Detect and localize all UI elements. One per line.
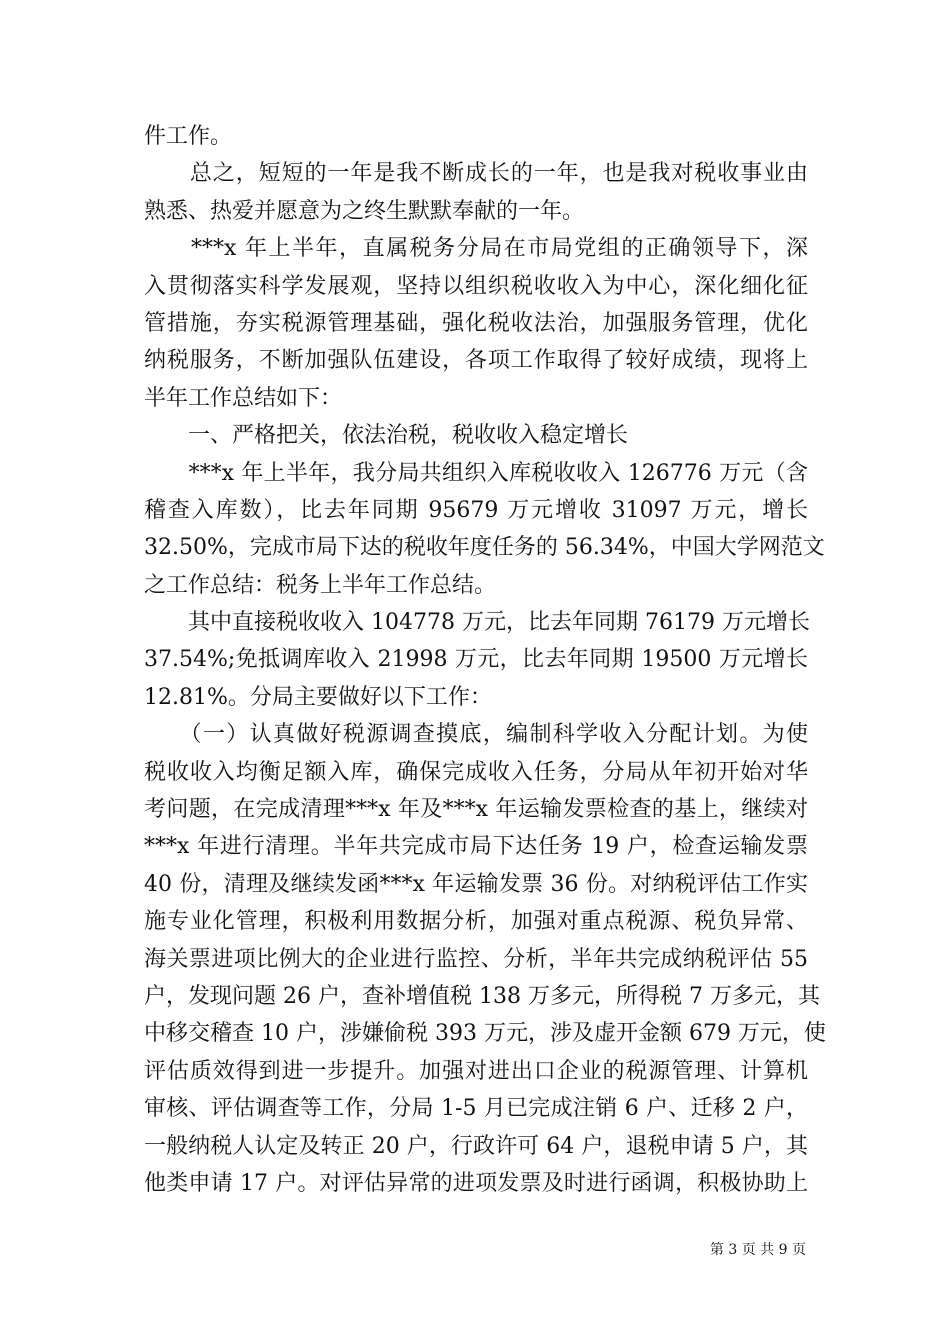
text-line: 总之，短短的一年是我不断成长的一年，也是我对税收事业由 bbox=[144, 161, 808, 187]
text-line: 半年工作总结如下： bbox=[144, 385, 343, 411]
text-line: ***x 年进行清理。半年共完成市局下达任务 19 户，检查运输发票 bbox=[144, 834, 808, 860]
text-line: 纳税服务，不断加强队伍建设，各项工作取得了较好成绩，现将上 bbox=[144, 348, 808, 374]
text-line: 考问题，在完成清理***x 年及***x 年运输发票检查的基上，继续对 bbox=[144, 797, 808, 823]
text-line: 之工作总结：税务上半年工作总结。 bbox=[144, 572, 497, 598]
text-line: 他类申请 17 户。对评估异常的进项发票及时进行函调，积极协助上 bbox=[144, 1170, 808, 1196]
document-body bbox=[144, 118, 826, 1202]
text-line: 12.81%。分局主要做好以下工作： bbox=[144, 684, 492, 710]
text-line: 其中直接税收收入 104778 万元，比去年同期 76179 万元增长 bbox=[144, 610, 810, 636]
text-line: 户，发现问题 26 户，查补增值税 138 万多元，所得税 7 万多元，其 bbox=[144, 983, 820, 1009]
text-line: 评估质效得到进一步提升。加强对进出口企业的税源管理、计算机 bbox=[144, 1058, 808, 1084]
text-line: 40 份，清理及继续发函***x 年运输发票 36 份。对纳税评估工作实 bbox=[144, 871, 808, 897]
text-line: ***x 年上半年，直属税务分局在市局党组的正确领导下，深 bbox=[144, 236, 808, 262]
text-line: 中移交稽查 10 户，涉嫌偷税 393 万元，涉及虚开金额 679 万元，使 bbox=[144, 1021, 826, 1047]
text-line: 37.54%;免抵调库收入 21998 万元，比去年同期 19500 万元增长 bbox=[144, 647, 808, 673]
text-line: ***x 年上半年，我分局共组织入库税收收入 126776 万元（含 bbox=[144, 460, 808, 486]
page-number: 第 3 页 共 9 页 bbox=[709, 1242, 806, 1258]
text-line: 税收收入均衡足额入库，确保完成收入任务，分局从年初开始对华 bbox=[144, 759, 808, 785]
text-line: 稽查入库数），比去年同期 95679 万元增收 31097 万元，增长 bbox=[144, 497, 808, 523]
text-line: 施专业化管理，积极利用数据分析，加强对重点税源、税负异常、 bbox=[144, 909, 808, 935]
text-line: 熟悉、热爱并愿意为之终生默默奉献的一年。 bbox=[144, 198, 585, 224]
text-line: 入贯彻落实科学发展观，坚持以组织税收收入为中心，深化细化征 bbox=[144, 273, 808, 299]
text-line: （一）认真做好税源调查摸底，编制科学收入分配计划。为使 bbox=[144, 722, 808, 748]
text-line: 海关票进项比例大的企业进行监控、分析，半年共完成纳税评估 55 bbox=[144, 946, 808, 972]
text-line: 审核、评估调查等工作，分局 1-5 月已完成注销 6 户、迁移 2 户， bbox=[144, 1096, 808, 1122]
text-line: 32.50%，完成市局下达的税收年度任务的 56.34%，中国大学网范文 bbox=[144, 535, 825, 561]
text-line: 管措施，夯实税源管理基础，强化税收法治，加强服务管理，优化 bbox=[144, 310, 808, 336]
text-line: 一般纳税人认定及转正 20 户，行政许可 64 户，退税申请 5 户，其 bbox=[144, 1133, 808, 1159]
text-line: 一、严格把关，依法治税，税收收入稳定增长 bbox=[144, 423, 629, 449]
text-line: 件工作。 bbox=[144, 124, 233, 149]
